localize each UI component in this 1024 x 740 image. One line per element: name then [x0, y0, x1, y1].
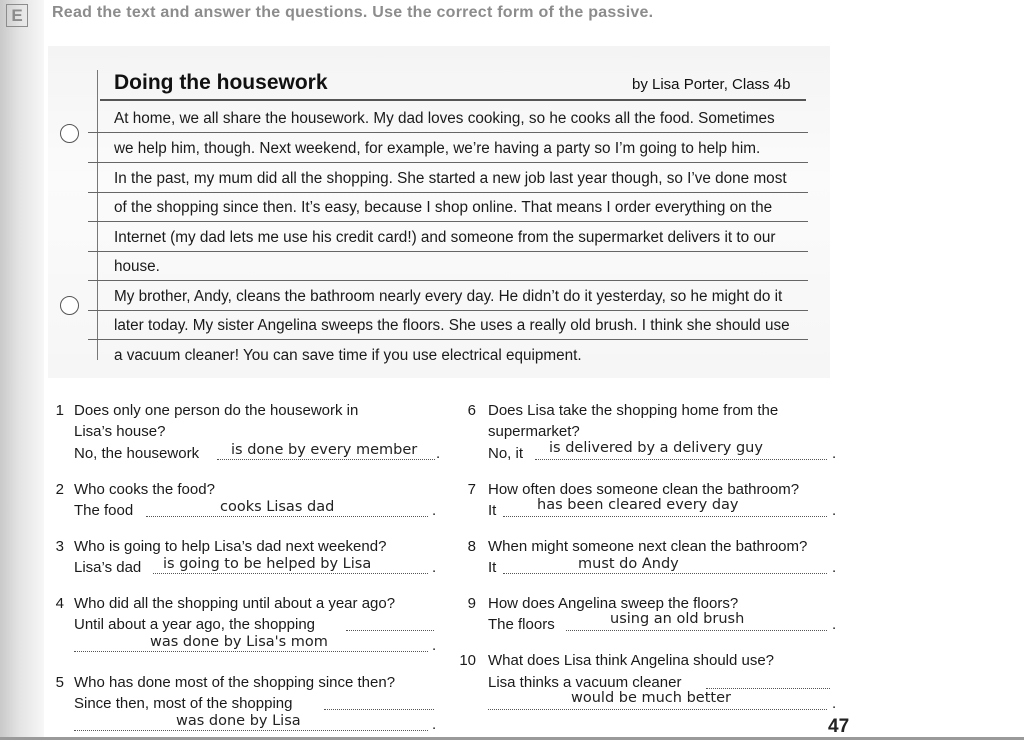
question-6-prompt: No, it	[488, 445, 524, 462]
exercise-instruction: Read the text and answer the questions. Use the correct form of the passive.	[52, 4, 654, 21]
period: .	[832, 616, 837, 633]
article-line: a vacuum cleaner! You can save time if you use electrical equipment.	[114, 347, 582, 364]
answer-line	[503, 516, 827, 517]
article-byline: by Lisa Porter, Class 4b	[632, 76, 791, 93]
answer-line	[324, 709, 434, 710]
article-line: later today. My sister Angelina sweeps the floors. She uses a really old brush. I think she should use	[114, 317, 790, 334]
ruled-line	[88, 339, 808, 340]
answer-7[interactable]: has been cleared every day	[537, 497, 739, 513]
period: .	[432, 716, 437, 733]
question-2-text: Who cooks the food?	[74, 481, 215, 498]
answer-line	[217, 459, 435, 460]
article-line: house.	[114, 258, 160, 275]
question-3-text: Who is going to help Lisa’s dad next weekend?	[74, 538, 387, 555]
answer-3[interactable]: is going to be helped by Lisa	[163, 556, 372, 572]
ruled-line	[88, 132, 808, 133]
question-8-prompt: It	[488, 559, 497, 576]
period: .	[432, 502, 437, 519]
question-4-prompt: Until about a year ago, the shopping	[74, 616, 316, 633]
answer-line	[503, 573, 827, 574]
ruled-line	[88, 251, 808, 252]
question-9-prompt: The floors	[488, 616, 555, 633]
question-number: 2	[55, 481, 64, 498]
period: .	[832, 695, 837, 712]
answer-5[interactable]: was done by Lisa	[176, 713, 301, 729]
answer-4[interactable]: was done by Lisa's mom	[150, 634, 328, 650]
question-number: 3	[55, 538, 64, 555]
question-10-prompt: Lisa thinks a vacuum cleaner	[488, 674, 682, 691]
answer-line	[535, 459, 827, 460]
question-9-text: How does Angelina sweep the floors?	[488, 595, 739, 612]
article-line: of the shopping since then. It’s easy, because I shop online. That means I order everything on the	[114, 199, 773, 216]
paragraph-circle-icon	[60, 296, 79, 315]
question-number: 4	[55, 595, 64, 612]
article-line: Internet (my dad lets me use his credit card!) and someone from the supermarket delivers it to our	[114, 229, 776, 246]
answer-line	[74, 730, 428, 731]
answer-6[interactable]: is delivered by a delivery guy	[549, 440, 763, 456]
exercise-letter-box: E	[6, 4, 28, 27]
question-10-text: What does Lisa think Angelina should use?	[488, 652, 775, 669]
question-number: 8	[467, 538, 476, 555]
period: .	[832, 502, 837, 519]
answer-1[interactable]: is done by every member	[231, 442, 418, 458]
period: .	[432, 559, 437, 576]
question-2-prompt: The food	[74, 502, 134, 519]
question-1-text-cont: Lisa’s house?	[74, 423, 166, 440]
paragraph-circle-icon	[60, 124, 79, 143]
question-5-text: Who has done most of the shopping since then?	[74, 674, 396, 691]
question-1-text: Does only one person do the housework in	[74, 402, 359, 419]
period: .	[436, 445, 441, 462]
answer-line	[146, 516, 428, 517]
article-margin-line	[97, 70, 98, 360]
answer-line	[74, 651, 428, 652]
answer-line	[566, 630, 827, 631]
article-line: we help him, though. Next weekend, for example, we’re having a party so I’m going to help him.	[114, 140, 761, 157]
page-number: 47	[828, 716, 850, 737]
ruled-line	[88, 192, 808, 193]
question-number: 1	[55, 402, 64, 419]
question-8-text: When might someone next clean the bathroom?	[488, 538, 808, 555]
question-number: 5	[55, 674, 64, 691]
question-7-text: How often does someone clean the bathroom?	[488, 481, 800, 498]
answer-10[interactable]: would be much better	[571, 690, 731, 706]
question-number: 10	[459, 652, 476, 669]
answer-8[interactable]: must do Andy	[578, 556, 679, 572]
article-line: At home, we all share the housework. My dad loves cooking, so he cooks all the food. Sometimes	[114, 110, 775, 127]
article-line: In the past, my mum did all the shopping. She started a new job last year though, so I’ve done most	[114, 170, 787, 187]
question-3-prompt: Lisa’s dad	[74, 559, 142, 576]
question-number: 6	[467, 402, 476, 419]
question-number: 9	[467, 595, 476, 612]
article-line: My brother, Andy, cleans the bathroom nearly every day. He didn’t do it yesterday, so he might do it	[114, 288, 783, 305]
question-7-prompt: It	[488, 502, 497, 519]
period: .	[432, 637, 437, 654]
question-4-text: Who did all the shopping until about a year ago?	[74, 595, 396, 612]
period: .	[832, 559, 837, 576]
answer-9[interactable]: using an old brush	[610, 611, 745, 627]
period: .	[832, 445, 837, 462]
answer-line	[153, 573, 428, 574]
ruled-line	[88, 221, 808, 222]
ruled-line	[88, 162, 808, 163]
question-6-text: Does Lisa take the shopping home from the	[488, 402, 779, 419]
ruled-line	[88, 310, 808, 311]
ruled-line	[88, 280, 808, 281]
answer-line	[346, 630, 434, 631]
book-binding-shadow	[0, 0, 44, 740]
question-1-prompt: No, the housework	[74, 445, 200, 462]
answer-line	[488, 709, 827, 710]
title-rule	[100, 99, 806, 101]
question-6-text-cont: supermarket?	[488, 423, 580, 440]
question-number: 7	[467, 481, 476, 498]
answer-2[interactable]: cooks Lisas dad	[220, 499, 335, 515]
article-title: Doing the housework	[114, 71, 328, 94]
question-5-prompt: Since then, most of the shopping	[74, 695, 293, 712]
